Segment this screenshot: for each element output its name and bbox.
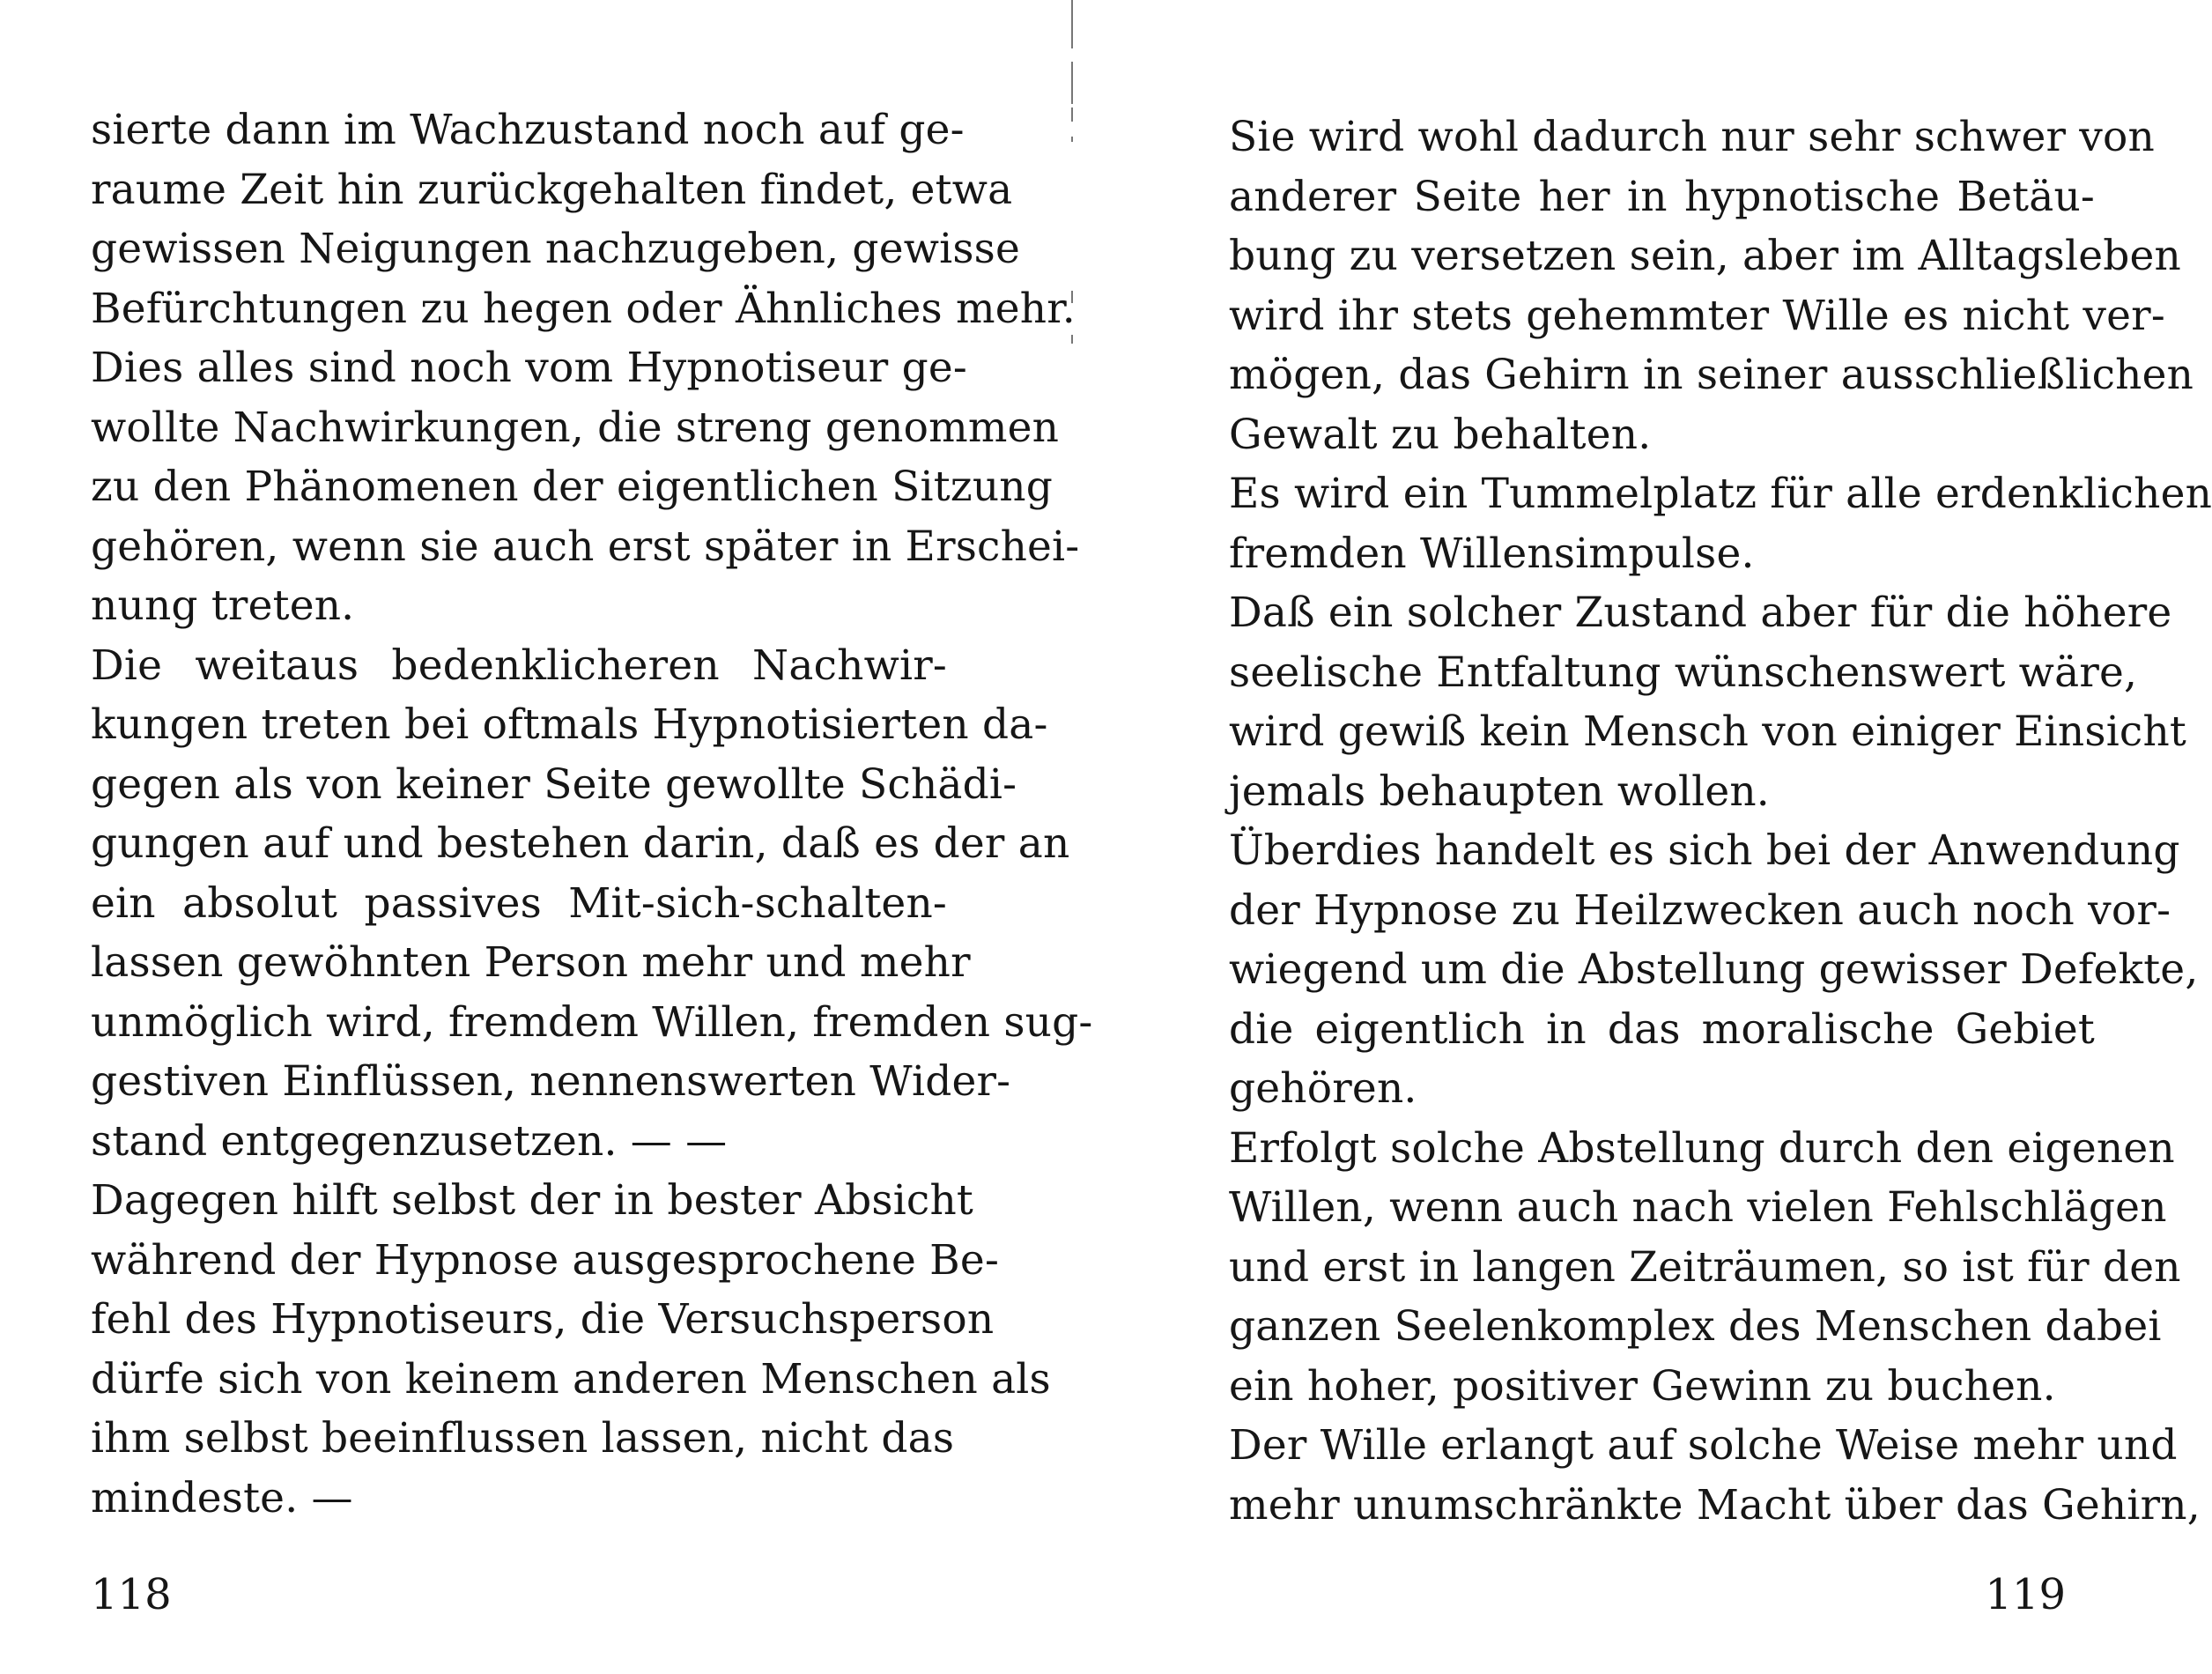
text-line: raume Zeit hin zurückgehalten findet, etwa (91, 165, 1013, 214)
text-line: die eigentlich in das moralische Gebiet (1229, 1004, 2095, 1054)
text-line: gungen auf und bestehen darin, daß es der an (91, 819, 1070, 868)
page-number: 118 (91, 1570, 172, 1619)
text-line: gegen als von keiner Seite gewollte Schädi- (91, 759, 1017, 809)
text-line: Willen, wenn auch nach vielen Fehlschlägen (1229, 1183, 2167, 1232)
text-line: Gewalt zu behalten. (1229, 410, 1652, 459)
text-line: nung treten. (91, 581, 355, 630)
text-line: ihm selbst beeinflussen lassen, nicht das (91, 1414, 955, 1463)
text-line: mögen, das Gehirn in seiner ausschließlichen (1229, 351, 2194, 399)
text-line: fremden Willensimpulse. (1229, 529, 1755, 578)
text-line: ganzen Seelenkomplex des Menschen dabei (1229, 1302, 2162, 1351)
text-line: der Hypnose zu Heilzwecken auch noch vor- (1229, 885, 2171, 935)
text-line: Befürchtungen zu hegen oder Ähnliches mehr. (91, 284, 1076, 333)
text-line: bung zu versetzen sein, aber im Alltagsleben (1229, 232, 2181, 280)
text-line: Sie wird wohl dadurch nur sehr schwer von (1229, 113, 2156, 161)
text-line: zu den Phänomenen der eigentlichen Sitzung (91, 463, 1054, 511)
text-line: seelische Entfaltung wünschenswert wäre, (1229, 648, 2138, 697)
text-line: gewissen Neigungen nachzugeben, gewisse (91, 225, 1021, 273)
text-line: wird ihr stets gehemmter Wille es nicht ver- (1229, 291, 2165, 340)
text-line: dürfe sich von keinem anderen Menschen als (91, 1354, 1051, 1404)
text-line: wollte Nachwirkungen, die streng genommen (91, 403, 1060, 452)
text-line: ein absolut passives Mit-sich-schalten- (91, 878, 947, 928)
text-line: Dagegen hilft selbst der in bester Absicht (91, 1176, 974, 1225)
text-line: wird gewiß kein Mensch von einiger Einsicht (1229, 707, 2187, 756)
text-line: fehl des Hypnotiseurs, die Versuchsperson (91, 1295, 995, 1344)
text-line: Es wird ein Tummelplatz für alle erdenklichen (1229, 470, 2212, 518)
text-line: Der Wille erlangt auf solche Weise mehr und (1229, 1421, 2178, 1470)
right-page-body (1229, 107, 2212, 1535)
text-line: anderer Seite her in hypnotische Betäu- (1229, 172, 2095, 221)
text-line: Die weitaus bedenklicheren Nachwir- (91, 641, 947, 690)
page-number: 119 (1985, 1570, 2066, 1619)
left-page (0, 0, 1093, 1674)
text-line: während der Hypnose ausgesprochene Be- (91, 1235, 1000, 1285)
text-line: lassen gewöhnten Person mehr und mehr (91, 938, 971, 987)
right-page (1084, 0, 2211, 1674)
text-line: gehören. (1229, 1064, 1417, 1113)
text-line: unmöglich wird, fremdem Willen, fremden sug- (91, 997, 1093, 1047)
text-line: ein hoher, positiver Gewinn zu buchen. (1229, 1361, 2056, 1411)
text-line: gehören, wenn sie auch erst später in Erschei- (91, 522, 1080, 571)
text-line: mindeste. — (91, 1473, 353, 1522)
text-line: Erfolgt solche Abstellung durch den eigenen (1229, 1123, 2175, 1173)
text-line: mehr unumschränkte Macht über das Gehirn, (1229, 1480, 2201, 1530)
text-line: und erst in langen Zeiträumen, so ist für den (1229, 1242, 2181, 1292)
text-line: Überdies handelt es sich bei der Anwendung (1229, 826, 2180, 875)
text-line: sierte dann im Wachzustand noch auf ge- (91, 106, 965, 154)
text-line: Daß ein solcher Zustand aber für die höhere (1229, 589, 2172, 637)
text-line: stand entgegenzusetzen. — — (91, 1116, 728, 1166)
text-line: wiegend um die Abstellung gewisser Defekte, (1229, 945, 2199, 994)
text-line: Dies alles sind noch vom Hypnotiseur ge- (91, 344, 967, 392)
left-page-body (91, 100, 1093, 1528)
text-line: gestiven Einflüssen, nennenswerten Wider- (91, 1057, 1011, 1106)
text-line: kungen treten bei oftmals Hypnotisierten da- (91, 700, 1048, 749)
text-line: jemals behaupten wollen. (1229, 767, 1770, 816)
